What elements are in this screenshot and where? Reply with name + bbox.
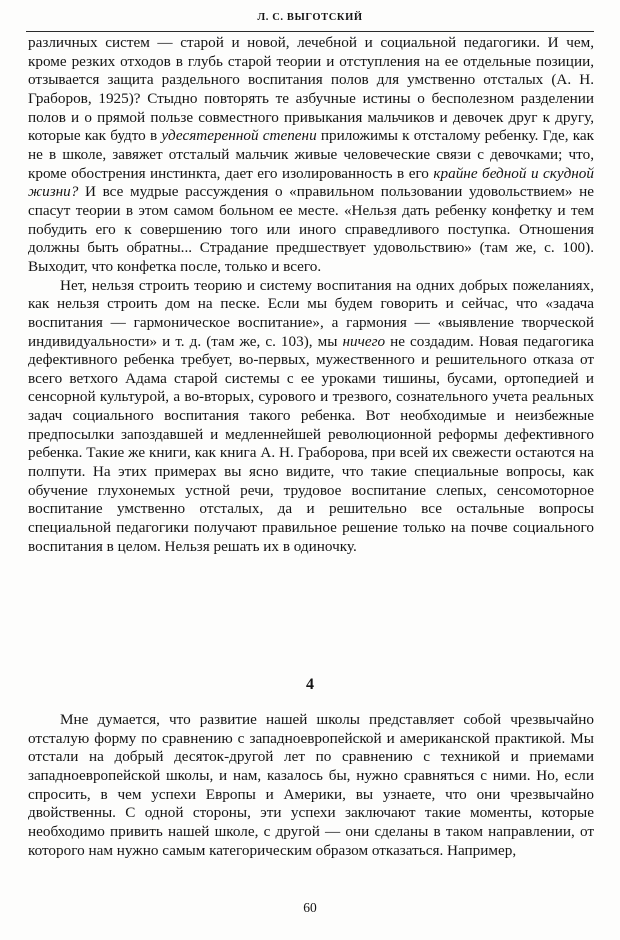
header-rule [26, 31, 594, 32]
text-run: различных систем — старой и новой, лечебной и социальной педагогики. И чем, кроме резких отходов в глубь старой теории и отступления на ее отдельные позиции, отзывается защита раздельного воспитания полов для умственно отсталых (А. Н. Граборов, 1925)? Стыдно повторять те азбучные истины о бесполезном разделении полов и о прямой пользе совместного привыкания мальчиков и девочек друг к другу, которые как будто в [28, 34, 594, 145]
text-run: не создадим. Новая педагогика дефективного ребенка требует, во-первых, мужественного и решительного отказа от всего ветхого Адама старой системы с ее уроками тишины, бусами, ортопедией и сенсорной культурой, а во-вторых, сурового и трезвого, сознательного учета реальных задач социального воспитания такого ребенка. Вот необходимые и неизбежные предпосылки запоздавшей и медленнейшей революционной реформы дефективного ребенка. Такие же книги, как книга А. Н. Граборова, при всей их свежести остаются на полпути. На этих примерах вы ясно видите, что такие специальные вопросы, как обучение глухонемых устной речи, трудовое воспитание слепых, сенсомоторное воспитание умственно отсталых, да и решительно все остальные вопросы специальной педагогики получают правильное решение только на почве социального воспитания в целом. Нельзя решать их в одиночку. [28, 332, 594, 555]
text-run: Нет, нельзя строить теорию и систему воспитания на одних добрых пожеланиях, как нельзя строить дом на песке. Если мы будем говорить и сейчас, что «задача воспитания — гармоническое воспитание», а гармония — «выявление творческой индивидуальности» и т. д. (там же, с. 103), мы [28, 276, 594, 350]
section-3-text [28, 34, 594, 556]
paragraph [28, 277, 594, 557]
paragraph-continued [28, 34, 594, 277]
text-run-italic: ничего [342, 332, 386, 350]
text-run-italic: удесятеренной степени [161, 127, 317, 145]
page-number: 60 [303, 900, 317, 915]
section-4-text [28, 711, 594, 860]
text-run: И все мудрые рассуждения о «правильном пользовании удовольствием» не спасут теории в этом самом больном ее месте. «Нельзя дать ребенку конфетку и тем побудить его к совершению того или иного справедливого поступка. Отношения должны быть обратны... Страдание предшествует удовольствию» (там же, с. 100). Выходит, что конфетка после, только и всего. [28, 183, 594, 275]
text-run-italic: крайне бедной и скудной жизни? [28, 164, 594, 201]
section-number: 4 [306, 676, 314, 693]
running-head: Л. С. ВЫГОТСКИЙ [257, 12, 363, 23]
paragraph: Мне думается, что развитие нашей школы представляет собой чрезвычайно отсталую форму по сравнению с западноевропейской и американской практикой. Мы отстали на добрый десяток-другой лет по сравнению с техникой и приемами западноевропейской школы, и нам, казалось бы, нужно сравняться с ними. Но, если спросить, в чем успехи Европы и Америки, вы узнаете, что они чрезвычайно двойственны. С одной стороны, эти успехи заключают такие моменты, которые необходимо привить нашей школе, с другой — они сделаны в таком направлении, от которого нам нужно самым категорическим образом отказаться. Например, [28, 711, 594, 859]
text-run: приложимы к отсталому ребенку. Где, как не в школе, завяжет отсталый мальчик живые человеческие связи с девочками; что, кроме обострения инстинкта, дает его изолированность в его [28, 127, 594, 182]
